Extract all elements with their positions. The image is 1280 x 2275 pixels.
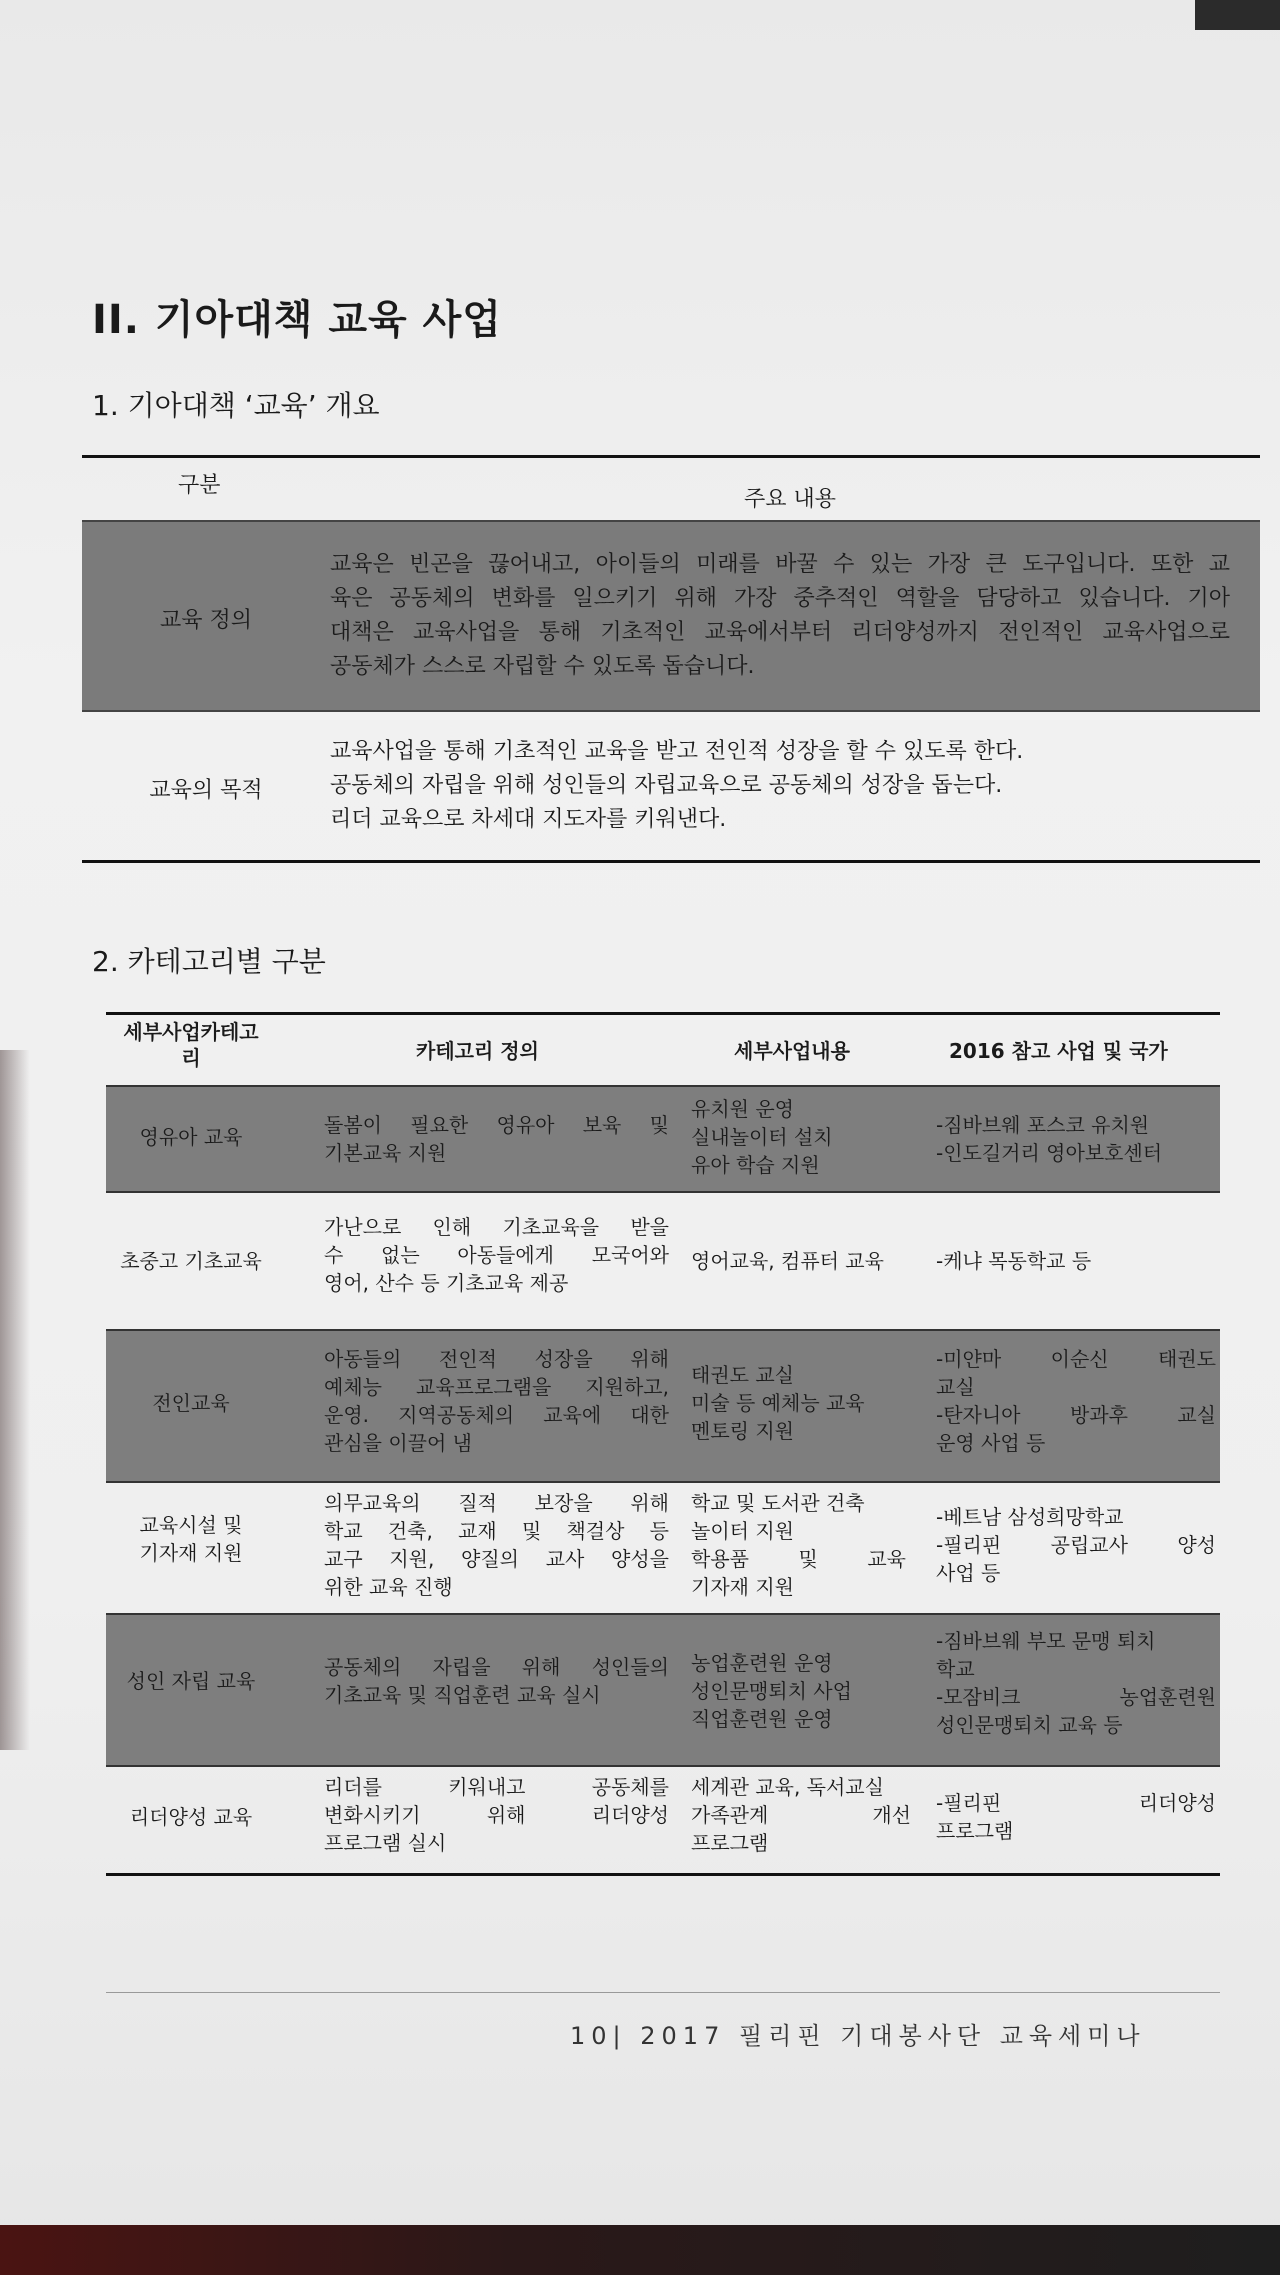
details-line: 기자재 지원	[691, 1575, 794, 1599]
details-line: 세계관 교육, 독서교실	[691, 1775, 884, 1799]
reference-line: 학교	[936, 1657, 975, 1681]
category-table-header	[106, 1015, 1220, 1085]
reference-line: -모잠비크 농업훈련원	[936, 1685, 1216, 1709]
overview-row-definition	[82, 520, 1260, 710]
section-title: II. 기아대책 교육 사업	[92, 297, 502, 343]
reference-line: -베트남 삼성희망학교	[936, 1505, 1124, 1529]
page-shadow	[0, 1050, 30, 1750]
details-line: 실내놀이터 설치	[691, 1125, 833, 1149]
details-line: 미술 등 예체능 교육	[691, 1391, 865, 1415]
category-row	[106, 1329, 1220, 1481]
row-details	[691, 1095, 916, 1179]
definition-line: 관심을 이끌어 냄	[324, 1431, 472, 1455]
definition-line: 돌봄이 필요한 영유아 보육 및	[324, 1113, 669, 1137]
row-reference	[936, 1503, 1216, 1587]
category-row	[106, 1191, 1220, 1329]
content-line: 육은 공동체의 변화를 일으키기 위해 가장 중추적인 역할을 담당하고 있습니다. 기아	[330, 586, 1230, 611]
row-details	[691, 1247, 916, 1275]
subsection-title-overview: 1. 기아대책 ‘교육’ 개요	[92, 389, 380, 422]
category-row	[106, 1765, 1220, 1873]
row-details	[691, 1489, 906, 1601]
row-category: 리더양성 교육	[129, 1805, 253, 1829]
row-category: 교육시설 및 기자재 지원	[139, 1513, 243, 1565]
header-details: 세부사업내용	[734, 1039, 850, 1063]
row-content	[330, 735, 1230, 837]
details-line: 가족관계 개선	[691, 1803, 911, 1827]
header-definition: 카테고리 정의	[416, 1039, 539, 1063]
reference-line: -인도길거리 영아보호센터	[936, 1141, 1163, 1165]
category-row	[106, 1613, 1220, 1765]
row-details	[691, 1649, 916, 1733]
details-line: 멘토링 지원	[691, 1419, 794, 1443]
background-bottom	[0, 2225, 1280, 2275]
header-category: 구분	[178, 473, 221, 498]
row-content	[330, 548, 1230, 684]
footer-divider	[106, 1992, 1220, 1993]
row-category: 초중고 기초교육	[120, 1249, 262, 1273]
definition-line: 리더를 키워내고 공동체를	[324, 1775, 669, 1799]
content-line: 대책은 교육사업을 통해 기초적인 교육에서부터 리더양성까지 전인적인 교육사업으로	[330, 620, 1230, 645]
details-line: 프로그램	[691, 1831, 769, 1855]
overview-table-header	[82, 458, 1260, 520]
row-category: 영유아 교육	[139, 1125, 243, 1149]
row-definition	[324, 1773, 669, 1857]
row-category: 성인 자립 교육	[126, 1669, 256, 1693]
details-line: 성인문맹퇴치 사업	[691, 1679, 852, 1703]
reference-line: -미얀마 이순신 태권도	[936, 1347, 1216, 1371]
definition-line: 기초교육 및 직업훈련 교육 실시	[324, 1683, 601, 1707]
row-details	[691, 1773, 911, 1857]
details-line: 학용품 및 교육	[691, 1547, 906, 1571]
page-footer: 10| 2017 필리핀 기대봉사단 교육세미나	[570, 2022, 1146, 2050]
row-category: 교육 정의	[159, 607, 252, 633]
header-subcategory: 세부사업카테고 리	[123, 1020, 259, 1070]
definition-line: 예체능 교육프로그램을 지원하고,	[324, 1375, 669, 1399]
content-line: 교육사업을 통해 기초적인 교육을 받고 전인적 성장을 할 수 있도록 한다.	[330, 739, 1024, 764]
reference-line: -케냐 목동학교 등	[936, 1249, 1092, 1273]
row-category: 전인교육	[152, 1391, 230, 1415]
reference-line: 프로그램	[936, 1819, 1014, 1843]
details-line: 유아 학습 지원	[691, 1153, 820, 1177]
reference-line: -필리핀 공립교사 양성	[936, 1533, 1216, 1557]
definition-line: 의무교육의 질적 보장을 위해	[324, 1491, 669, 1515]
category-table	[106, 1012, 1220, 1876]
row-definition	[324, 1345, 669, 1457]
details-line: 직업훈련원 운영	[691, 1707, 833, 1731]
category-row	[106, 1481, 1220, 1613]
details-line: 영어교육, 컴퓨터 교육	[691, 1249, 884, 1273]
background-corner	[1195, 0, 1280, 30]
content-line: 교육은 빈곤을 끊어내고, 아이들의 미래를 바꿀 수 있는 가장 큰 도구입니다. 또한 교	[330, 552, 1230, 577]
overview-row-purpose	[82, 710, 1260, 860]
details-line: 학교 및 도서관 건축	[691, 1491, 865, 1515]
definition-line: 변화시키기 위해 리더양성	[324, 1803, 669, 1827]
row-details	[691, 1361, 906, 1445]
reference-line: 교실	[936, 1375, 975, 1399]
definition-line: 기본교육 지원	[324, 1141, 447, 1165]
reference-line: -짐바브웨 부모 문맹 퇴치	[936, 1629, 1156, 1653]
details-line: 놀이터 지원	[691, 1519, 794, 1543]
definition-line: 공동체의 자립을 위해 성인들의	[324, 1655, 669, 1679]
definition-line: 아동들의 전인적 성장을 위해	[324, 1347, 669, 1371]
definition-line: 학교 건축, 교재 및 책걸상 등	[324, 1519, 669, 1543]
subsection-title-categories: 2. 카테고리별 구분	[92, 945, 326, 978]
row-reference	[936, 1111, 1216, 1167]
row-reference	[936, 1789, 1216, 1845]
row-definition	[324, 1213, 669, 1297]
row-definition	[324, 1111, 669, 1167]
content-line: 공동체가 스스로 자립할 수 있도록 돕습니다.	[330, 654, 755, 679]
definition-line: 위한 교육 진행	[324, 1575, 453, 1599]
definition-line: 교구 지원, 양질의 교사 양성을	[324, 1547, 669, 1571]
row-reference	[936, 1247, 1216, 1275]
header-reference: 2016 참고 사업 및 국가	[949, 1039, 1168, 1063]
reference-line: -탄자니아 방과후 교실	[936, 1403, 1216, 1427]
definition-line: 수 없는 아동들에게 모국어와	[324, 1243, 669, 1267]
content-line: 리더 교육으로 차세대 지도자를 키워낸다.	[330, 807, 727, 832]
header-content: 주요 내용	[744, 487, 837, 512]
reference-line: -짐바브웨 포스코 유치원	[936, 1113, 1150, 1137]
details-line: 태권도 교실	[691, 1363, 794, 1387]
row-category: 교육의 목적	[149, 777, 263, 803]
content-line: 공동체의 자립을 위해 성인들의 자립교육으로 공동체의 성장을 돕는다.	[330, 773, 1003, 798]
reference-line: -필리핀 리더양성	[936, 1791, 1216, 1815]
reference-line: 성인문맹퇴치 교육 등	[936, 1713, 1123, 1737]
category-row	[106, 1085, 1220, 1191]
row-reference	[936, 1627, 1216, 1739]
definition-line: 가난으로 인해 기초교육을 받을	[324, 1215, 669, 1239]
details-line: 농업훈련원 운영	[691, 1651, 833, 1675]
row-definition	[324, 1653, 669, 1709]
row-reference	[936, 1345, 1216, 1457]
definition-line: 프로그램 실시	[324, 1831, 447, 1855]
definition-line: 영어, 산수 등 기초교육 제공	[324, 1271, 569, 1295]
details-line: 유치원 운영	[691, 1097, 794, 1121]
row-definition	[324, 1489, 669, 1601]
overview-table	[82, 455, 1260, 863]
reference-line: 운영 사업 등	[936, 1431, 1046, 1455]
reference-line: 사업 등	[936, 1561, 1001, 1585]
definition-line: 운영. 지역공동체의 교육에 대한	[324, 1403, 669, 1427]
